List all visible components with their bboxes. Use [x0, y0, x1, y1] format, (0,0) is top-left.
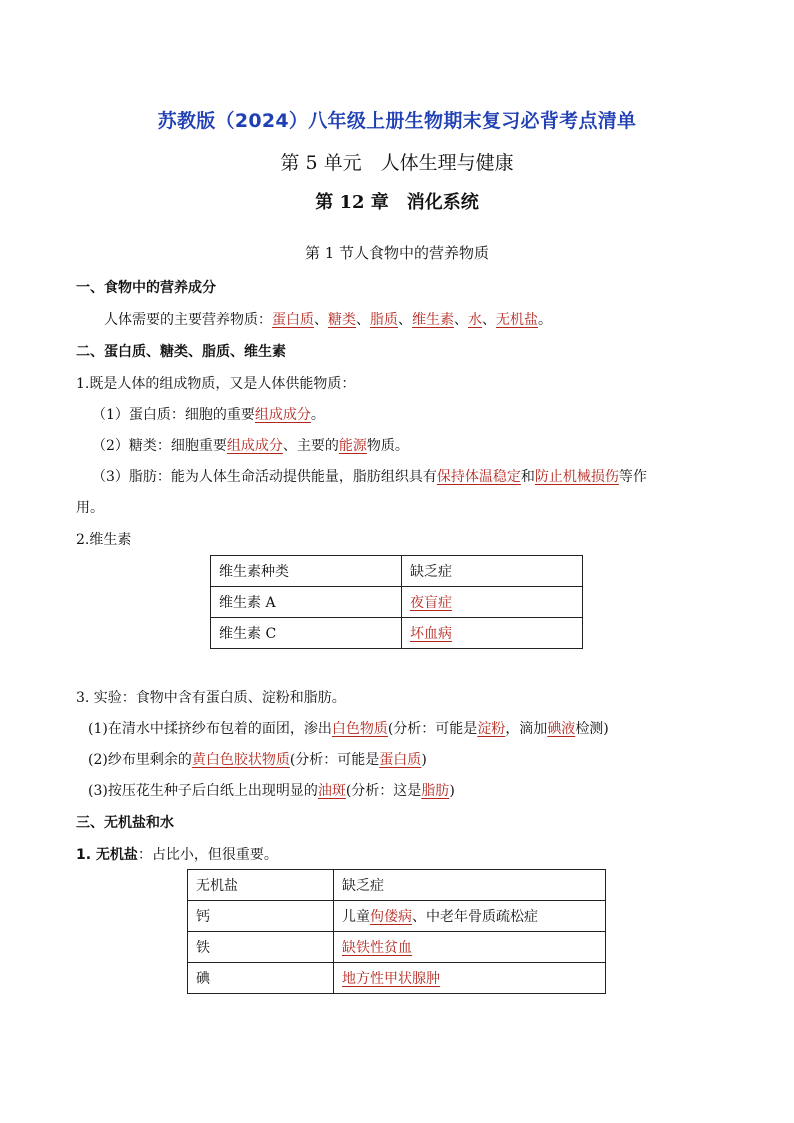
text: ，滴加	[505, 721, 548, 737]
table-cell: 钙	[188, 901, 334, 932]
part2-intro: 1.既是人体的组成物质，又是人体供能物质：	[76, 376, 356, 392]
nutrients-line	[104, 310, 552, 330]
answer: 地方性甲状腺肿	[342, 971, 440, 987]
text: ：占比小，但很重要。	[137, 847, 278, 863]
experiment-heading: 3. 实验：食物中含有蛋白质、淀粉和脂肪。	[76, 690, 346, 706]
fat-line	[92, 467, 647, 487]
text: (1)在清水中揉挤纱布包着的面团，渗出	[88, 721, 332, 737]
answer: 坏血病	[410, 626, 452, 642]
answer: 保持体温稳定	[436, 469, 521, 485]
table-header: 缺乏症	[334, 870, 606, 901]
nutrient-answer: 蛋白质	[272, 312, 314, 328]
text: 。	[310, 407, 325, 423]
nutrient-answer: 脂质	[370, 312, 398, 328]
table-row	[211, 587, 583, 618]
table-header: 无机盐	[188, 870, 334, 901]
vitamin-heading: 2.维生素	[76, 532, 132, 548]
document-title: 苏教版（2024）八年级上册生物期末复习必背考点清单	[157, 110, 637, 132]
separator: 、	[398, 312, 412, 328]
table-header: 缺乏症	[402, 556, 583, 587]
text: （1）蛋白质：细胞的重要	[92, 407, 255, 423]
part2-heading: 二、蛋白质、糖类、脂质、维生素	[76, 344, 286, 360]
section-heading: 第 1 节人食物中的营养物质	[304, 244, 490, 262]
text: (分析：可能是	[289, 752, 380, 768]
answer: 淀粉	[477, 721, 506, 737]
text: (3)按压花生种子后白纸上出现明显的	[88, 783, 318, 799]
table-header: 维生素种类	[211, 556, 402, 587]
table-cell	[402, 587, 583, 618]
text: 儿童	[342, 909, 370, 925]
text: （3）脂肪：能为人体生命活动提供能量，脂肪组织具有	[92, 469, 437, 485]
mineral-intro	[76, 845, 278, 865]
table-cell	[334, 932, 606, 963]
mineral-label: 1. 无机盐	[76, 847, 138, 863]
text: 、中老年骨质疏松症	[412, 909, 538, 925]
nutrient-answer: 维生素	[412, 312, 454, 328]
mineral-table	[187, 869, 606, 994]
protein-line	[92, 405, 325, 425]
answer: 黄白色胶状物质	[191, 752, 290, 768]
vitamin-table	[210, 555, 583, 649]
table-cell: 铁	[188, 932, 334, 963]
text: 物质。	[366, 438, 409, 454]
separator: 、	[482, 312, 496, 328]
answer: 防止机械损伤	[534, 469, 619, 485]
part1-heading: 一、食物中的营养成分	[76, 280, 216, 296]
text: 检测)	[575, 721, 609, 737]
table-cell: 维生素 A	[211, 587, 402, 618]
experiment-step-3	[88, 781, 455, 801]
nutrient-answer: 水	[468, 312, 482, 328]
answer: 碘液	[547, 721, 576, 737]
text: (分析：可能是	[387, 721, 478, 737]
table-cell	[402, 618, 583, 649]
table-cell	[334, 963, 606, 994]
table-row	[188, 963, 606, 994]
table-header-row	[211, 556, 583, 587]
unit-heading: 第 5 单元 人体生理与健康	[280, 152, 514, 174]
table-header-row	[188, 870, 606, 901]
text: 等作	[618, 469, 647, 485]
fat-line-wrap: 用。	[76, 500, 104, 516]
chapter-heading: 第 12 章 消化系统	[315, 192, 479, 213]
answer: 脂肪	[421, 783, 450, 799]
text: 、主要的	[282, 438, 339, 454]
experiment-step-2	[88, 750, 427, 770]
answer: 蛋白质	[379, 752, 422, 768]
table-cell: 碘	[188, 963, 334, 994]
answer: 缺铁性贫血	[342, 940, 412, 956]
answer: 夜盲症	[410, 595, 452, 611]
nutrients-prefix: 人体需要的主要营养物质：	[104, 312, 272, 328]
table-row	[188, 932, 606, 963]
answer: 油斑	[317, 783, 346, 799]
nutrient-answer: 无机盐	[496, 312, 538, 328]
answer: 白色物质	[331, 721, 388, 737]
separator: 、	[454, 312, 468, 328]
experiment-step-1	[88, 719, 609, 739]
sugar-line	[92, 436, 409, 456]
nutrient-answer: 糖类	[328, 312, 356, 328]
separator: 、	[314, 312, 328, 328]
table-row	[188, 901, 606, 932]
text: 和	[520, 469, 535, 485]
answer: 能源	[338, 438, 367, 454]
answer: 组成成分	[226, 438, 283, 454]
separator: 、	[356, 312, 370, 328]
text: (分析：这是	[345, 783, 422, 799]
table-cell	[334, 901, 606, 932]
text: (2)纱布里剩余的	[88, 752, 192, 768]
table-cell: 维生素 C	[211, 618, 402, 649]
answer: 组成成分	[254, 407, 311, 423]
text: （2）糖类：细胞重要	[92, 438, 227, 454]
part3-heading: 三、无机盐和水	[76, 815, 174, 831]
text: )	[421, 752, 427, 768]
text: )	[449, 783, 455, 799]
answer: 佝偻病	[370, 909, 412, 925]
table-row	[211, 618, 583, 649]
line-end: 。	[538, 312, 552, 328]
